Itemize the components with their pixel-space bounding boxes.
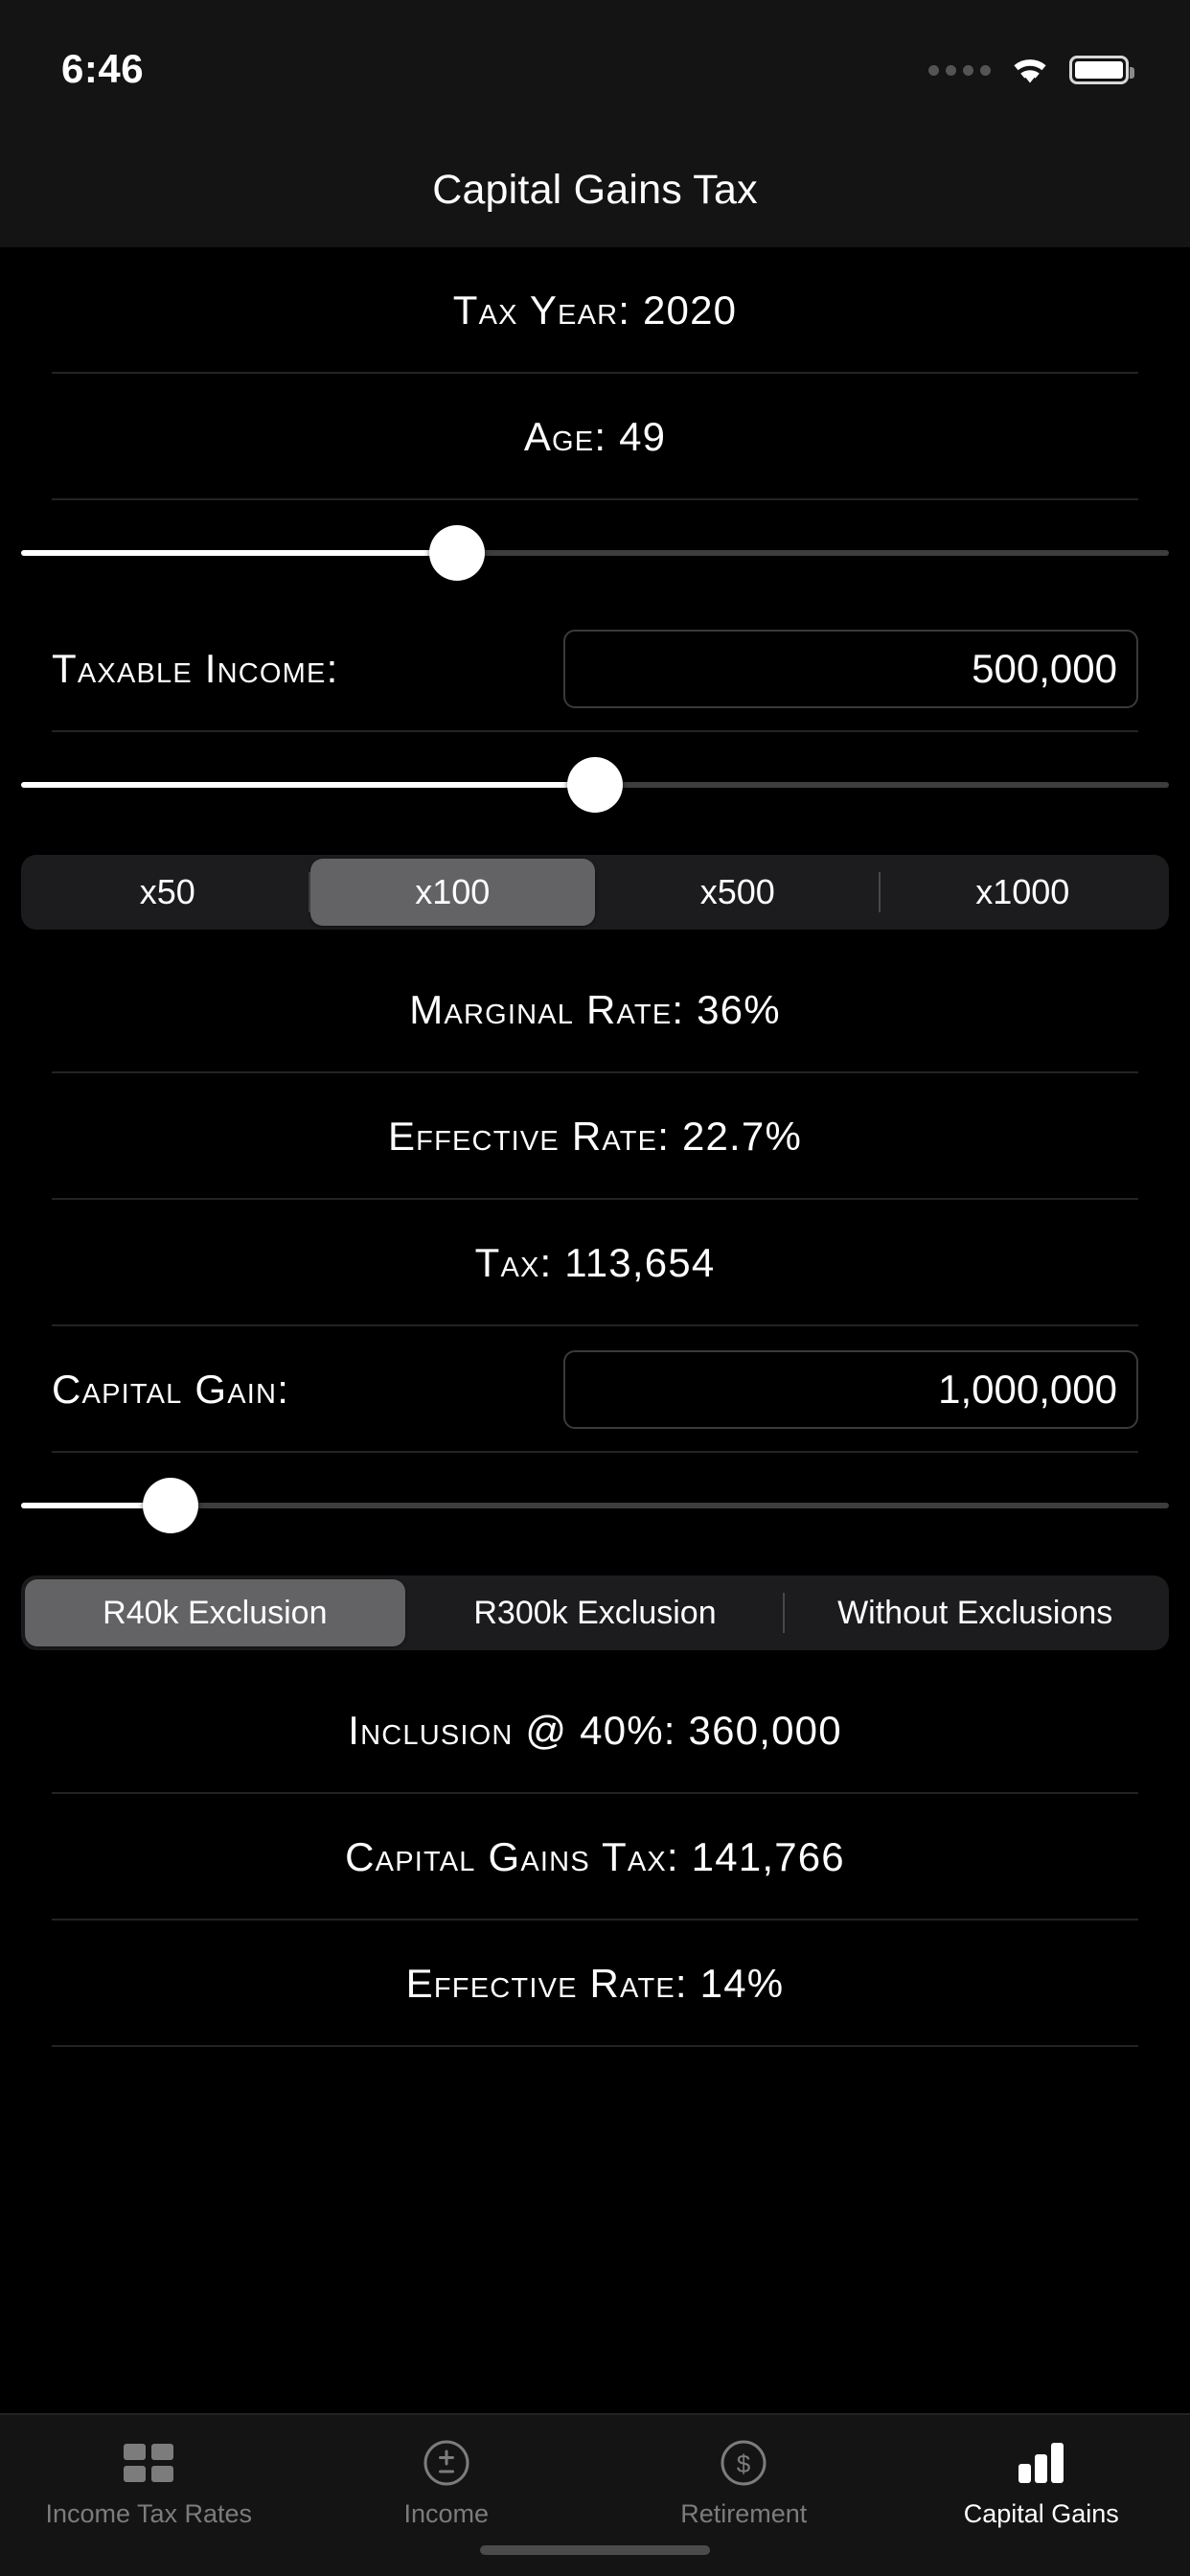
tab-label: Income Tax Rates [45,2499,253,2528]
nav-bar [0,132,1190,247]
plus-minus-circle-icon [413,2436,480,2490]
taxable-income-input[interactable]: 500,000 [563,630,1138,708]
status-time: 6:46 [61,46,145,91]
income-slider[interactable] [0,732,1190,838]
grid-table-icon [115,2436,182,2490]
home-indicator[interactable] [480,2545,710,2555]
svg-text:$: $ [737,2450,751,2478]
age-row: Age: 49 [0,374,1190,500]
segment-option-without-exclusions[interactable]: Without Exclusions [837,1594,1113,1631]
capital-gain-row [0,1326,1190,1453]
marginal-rate-row: Marginal Rate: 36% [0,947,1190,1073]
tab-capital-gains[interactable] [893,2436,1190,2529]
income-slider-knob[interactable] [567,757,623,813]
taxable-income-row [0,606,1190,732]
battery-icon [1069,56,1129,84]
segment-option-r40k-exclusion[interactable]: R40k Exclusion [25,1579,405,1646]
income-slider-track[interactable] [21,780,1169,790]
main-content [0,247,1190,2413]
capital-gain-slider-track[interactable] [21,1501,1169,1510]
income-slider-fill [21,782,595,788]
capital-gain-slider-knob[interactable] [143,1478,198,1533]
segment-option-x500[interactable]: x500 [595,859,881,926]
multiplier-segmented-control[interactable] [0,838,1190,947]
tab-label: Retirement [680,2499,808,2528]
capital-gain-label: Capital Gain: [52,1367,290,1412]
bar-chart-icon [1008,2436,1075,2490]
exclusion-segmented-control[interactable] [0,1558,1190,1668]
status-bar [0,0,1190,132]
page-title: Capital Gains Tax [432,166,758,213]
age-slider[interactable] [0,500,1190,606]
inclusion-row: Inclusion @ 40%: 360,000 [0,1668,1190,1794]
age-slider-track[interactable] [21,548,1169,558]
signal-dots-icon [928,65,991,76]
tab-label: Income [403,2499,490,2528]
tax-row: Tax: 113,654 [0,1200,1190,1326]
tab-income-tax-rates[interactable] [0,2436,298,2529]
segment-option-x1000[interactable]: x1000 [975,872,1070,911]
capital-gain-input[interactable]: 1,000,000 [563,1350,1138,1429]
wifi-icon [1008,54,1052,86]
capital-gains-tax-row: Capital Gains Tax: 141,766 [0,1794,1190,1920]
age-slider-fill [21,550,457,556]
tab-income[interactable] [298,2436,596,2529]
cgt-effective-rate-row: Effective Rate: 14% [0,1920,1190,2047]
age-slider-knob[interactable] [429,525,485,581]
tax-year-row: Tax Year: 2020 [0,247,1190,374]
effective-rate-row: Effective Rate: 22.7% [0,1073,1190,1200]
segment-option-x50[interactable]: x50 [25,859,310,926]
segment-option-r300k-exclusion[interactable]: R300k Exclusion [405,1579,786,1646]
tab-label: Capital Gains [963,2499,1119,2528]
capital-gain-slider[interactable] [0,1453,1190,1558]
tab-retirement[interactable] [595,2436,893,2529]
taxable-income-label: Taxable Income: [52,646,339,691]
status-icons [928,46,1129,86]
segment-option-x100[interactable]: x100 [310,859,596,926]
dollar-circle-icon [710,2436,777,2490]
